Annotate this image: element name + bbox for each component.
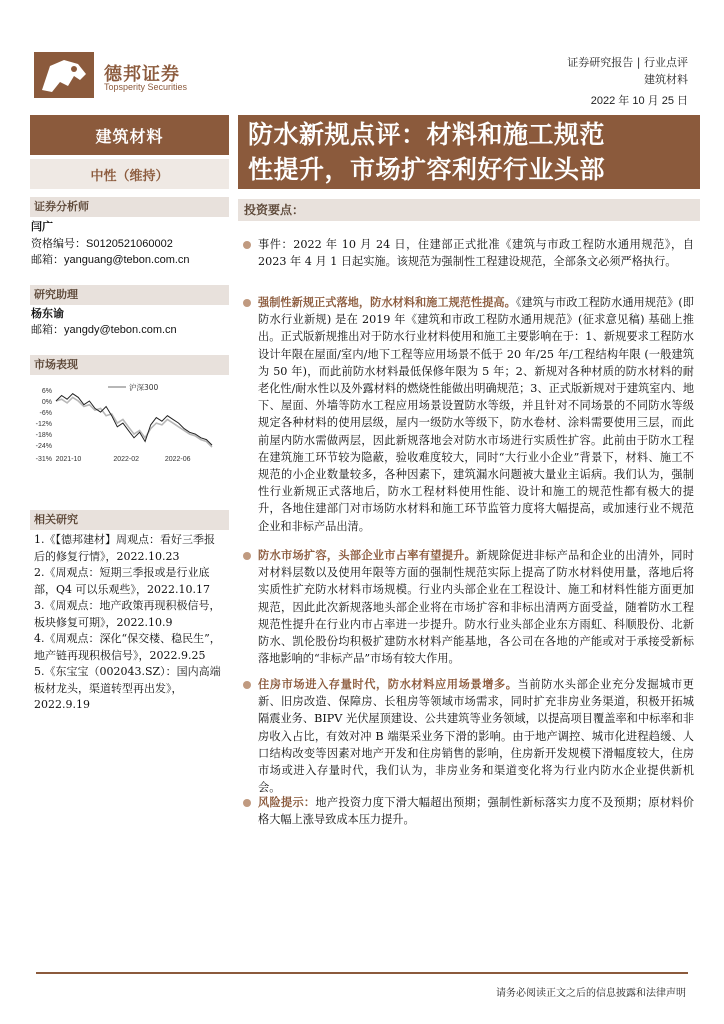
related-item[interactable]: 5.《东宝宝（002043.SZ）：国内高端板材龙头，渠道转型再出发》，2022.9.19 (34, 665, 221, 711)
footer-divider (36, 972, 688, 974)
bullet-icon (243, 681, 251, 689)
new-rule-body: 《建筑与市政工程防水通用规范》(即防水行业新规) 是在 2019 年《建筑和市政工程防水通用规范》(征求意见稿) 基础上推出。正式版新规推出对于防水行业材料使用和施工主要影响在于：1、新规要求工程防水设计年限在屋面/室内/地下工程等应用场景不低于 20 年/25 年/工程结构年限 (一般建筑为 50 年)，而此前防水材料最低保修年限为 5 年；2、新规对各种材质的防水材料的耐老化性/耐水性以及外露材料的燃烧性能做出明确规范；3、正式版新规对于建筑室内、地下、屋面、外墙等防水工程应用场景设置防水等级，并且针对不同场景的不同防水等级规定各种材料的使用层级，屋内一级防水等级下，防水卷材、涂料需要使用三层，而此前屋内防水需做两层，因此新规落地会对防水市场进行实质性扩容。此前由于防水工程在建筑施工环节较为隐蔽，验收难度较大，同时“大行业小企业”背景下，材料、施工不规范的小企业数量较多，各种因素下，建筑漏水问题被大量业主诟病。我们认为，强制性行业新规正式落地后，防水工程材料使用性能、设计和施工的规范性都有极大的提升，各地住建部门对市场防水材料和施工环节监管力度将大幅提高，或加速行业不规范企业和非标产品出清。 (258, 296, 695, 533)
rating-label: 中性（维持） (30, 159, 229, 189)
housing-highlight: 住房市场进入存量时代，防水材料应用场景增多。 (258, 677, 518, 691)
report-type: 证券研究报告 | 行业点评 (567, 56, 688, 69)
y-tick-label: 0% (41, 399, 52, 407)
risk-body: 地产投资力度下滑大幅超出预期；强制性新标落实力度不及预期；原材料价格大幅上涨导致成本压力提升。 (258, 796, 694, 827)
report-title (238, 115, 700, 189)
x-tick-label: 2022-06 (164, 456, 191, 463)
sector-label: 建筑材料 (30, 115, 229, 155)
analyst-name: 闫广 (31, 220, 53, 233)
event-paragraph: 事件：2022 年 10 月 24 日，住建部正式批准《建筑与市政工程防水通用规范》，自 2023 年 4 月 1 日起实施。该规范为强制性工程建设规范，全部条文必须严格执行。 (258, 238, 694, 269)
y-tick-label: -12% (35, 421, 52, 429)
market-expansion-body: 新规除促进非标产品和企业的出清外，同时对材料层数以及使用年限等方面的强制性规范实际上提高了防水材料使用量，落地后将实质性扩充防水材料市场规模。行业内头部企业在工程设计、施工和材料性能方面更加规范，因此此次新规落地头部企业将在市场扩容和非标出清两方面受益，随着防水工程规范性提升在行业内市占率进一步提升。防水行业头部企业东方雨虹、科顺股份、北新防水、凯伦股份均积极扩建防水材料产能基地，各公司在各地的产能或对于承接受新标落地影响的“非标产品”市场有较大作用。 (258, 549, 694, 666)
related-item[interactable]: 4.《周观点：深化“保交楼、稳民生”，地产链再现积极信号》，2022.9.25 (34, 632, 221, 662)
header-sector: 建筑材料 (644, 73, 688, 86)
new-rule-highlight: 强制性新规正式落地，防水材料和施工规范性提高。 (258, 295, 516, 309)
y-tick-label: -18% (35, 432, 52, 440)
bullet-icon (243, 241, 251, 249)
related-item[interactable]: 2.《周观点：短期三季报或是行业底部，Q4 可以乐观些》，2022.10.17 (34, 566, 210, 596)
brand-name-cn: 德邦证券 (104, 64, 180, 85)
x-tick-label: 2021-10 (55, 456, 82, 463)
assistant-email[interactable]: 邮箱：yangdy@tebon.com.cn (31, 324, 177, 336)
analyst-section-header: 证券分析师 (30, 197, 229, 217)
y-tick-label: -24% (35, 443, 52, 451)
related-section-header: 相关研究 (30, 510, 229, 530)
company-logo-icon (34, 52, 94, 98)
bullet-icon (243, 552, 251, 560)
brand-name-en: Topsperity Securities (104, 82, 188, 92)
housing-paragraph (258, 676, 694, 796)
market-section-header: 市场表现 (30, 355, 229, 375)
market-expansion-paragraph (258, 547, 694, 667)
y-tick-label: -6% (39, 410, 52, 418)
analyst-email[interactable]: 邮箱：yanguang@tebon.com.cn (31, 254, 190, 266)
title-line-2: 性提升，市场扩容利好行业头部 (248, 155, 606, 184)
assistant-section-header: 研究助理 (30, 285, 229, 305)
bullet-icon (243, 299, 251, 307)
bullet-icon (243, 799, 251, 807)
risk-highlight: 风险提示： (258, 795, 316, 809)
related-item[interactable]: 1.《【德邦建材】周观点：看好三季报后的修复行情》，2022.10.23 (34, 533, 215, 563)
related-research-list (34, 532, 224, 714)
report-date: 2022 年 10 月 25 日 (590, 95, 688, 107)
footer-disclaimer[interactable]: 请务必阅读正文之后的信息披露和法律声明 (496, 988, 686, 999)
risk-paragraph (258, 794, 694, 828)
related-item[interactable]: 3.《周观点：地产政策再现积极信号，板块修复可期》，2022.10.9 (34, 599, 221, 629)
analyst-cert: 资格编号：S0120521060002 (31, 238, 173, 250)
housing-body: 当前防水头部企业充分发掘城市更新、旧房改造、保障房、长租房等领域市场需求，同时扩充非房业务渠道，积极开拓城隔震业务、BIPV 光伏屋顶建设、公共建筑等业务领域，以提高项目覆盖率和中标率和非房收入占比，有效对冲 B 端渠采业务下滑的影响。由于地产调控、城市化进程趋缓、人口结构改变等因素对地产开发和住房销售的影响，住房新开发规模下滑幅度较大，住房市场或进入存量时代，我们认为，非房业务和渠道变化将为行业内防水企业提供新机会。 (258, 678, 694, 795)
assistant-name: 杨东谕 (31, 307, 64, 320)
y-tick-label: 6% (41, 388, 52, 395)
title-line-1: 防水新规点评：材料和施工规范 (248, 120, 606, 149)
y-tick-label: -31% (35, 456, 52, 463)
x-tick-label: 2022-02 (113, 456, 140, 463)
new-rule-paragraph (258, 294, 694, 535)
market-performance-chart (30, 380, 229, 470)
market-expansion-highlight: 防水市场扩容，头部企业市占率有望提升。 (258, 548, 477, 562)
investment-highlights-header: 投资要点： (238, 199, 700, 221)
series-line-1 (56, 397, 212, 447)
legend-label: 沪深300 (129, 383, 159, 392)
